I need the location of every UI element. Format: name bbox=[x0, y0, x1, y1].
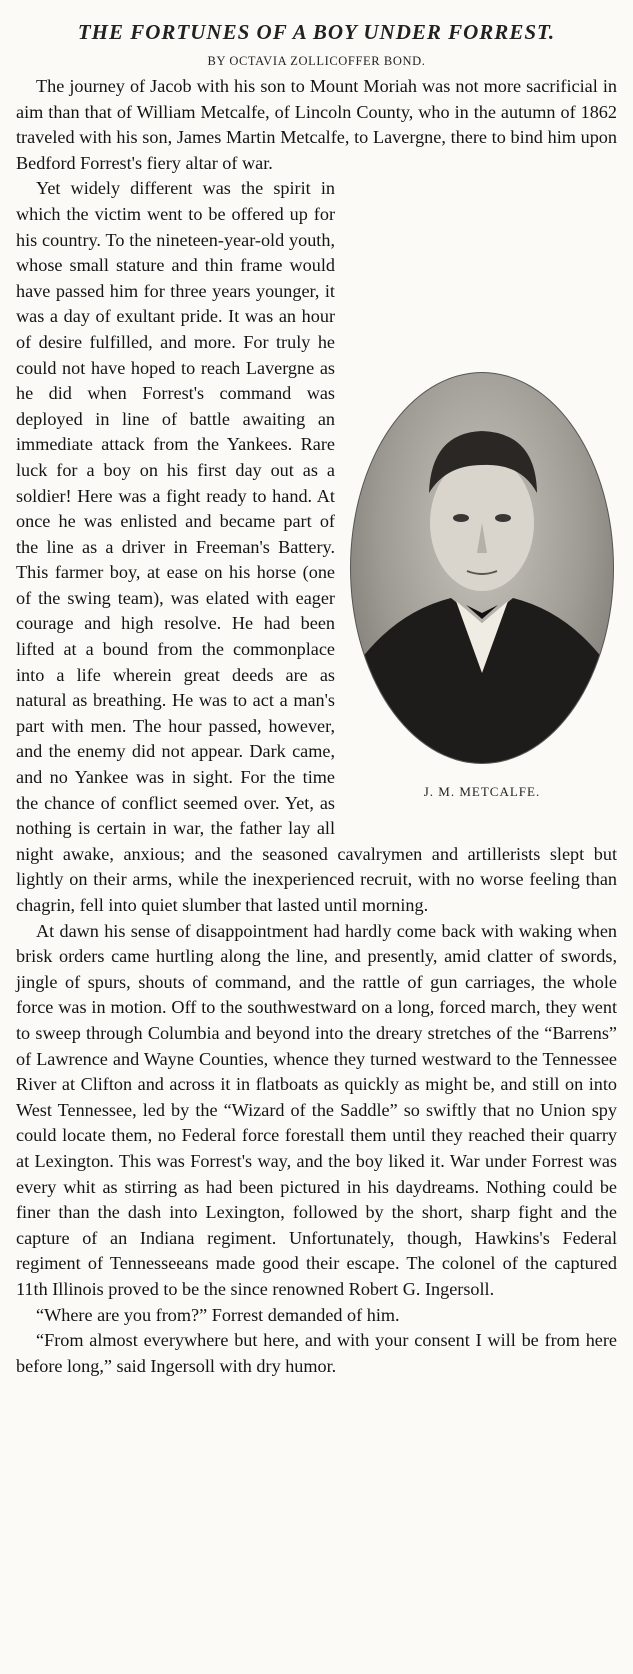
paragraph-2: Yet widely different was the spirit in which the victim went to be offered up for his country. To the nineteen-year-old youth, whose small stature and thin frame would have passed him for three years younger, it was a day of exultant pride. It was an hour of desire fulfilled, and more. For truly he could not have hoped to reach Lavergne as he did when Forrest's command was deployed in line of battle awaiting an immediate attack from the Yankees. Rare luck for a boy on his first day out as a soldier! Here was a fight ready to hand. At once he was enlisted and became part of the line as a driver in Freeman's Battery. This farmer boy, at ease on his horse (one of the swing team), was elated with eager courage and high resolve. He had been lifted at a bound from the commonplace into a life wherein great deeds are as natural as breathing. He was to act a man's part with men. The hour passed, however, and the enemy did not appear. Dark came, and no Yankee was in sight. For the time the chance of conflict seemed over. Yet, as nothing is certain in war, the father lay all night awake, anxious; and the seasoned cavalrymen and artillerists slept but lightly on their arms, while the inexperienced recruit, with no worse feeling than chagrin, fell into quiet slumber that lasted until morning. bbox=[16, 178, 617, 915]
paragraph-5: “From almost everywhere but here, and with your consent I will be from here before long,” said Ingersoll with dry humor. bbox=[16, 1330, 617, 1376]
article-byline: BY OCTAVIA ZOLLICOFFER BOND. bbox=[207, 54, 426, 68]
article-title: THE FORTUNES OF A BOY UNDER FORREST. bbox=[77, 20, 556, 44]
paragraph-4: “Where are you from?” Forrest demanded of him. bbox=[36, 1304, 400, 1325]
portrait-figure bbox=[347, 366, 617, 836]
portrait-photo bbox=[350, 372, 614, 764]
paragraph-3: At dawn his sense of disappointment had hardly come back with waking when brisk orders came hurtling along the line, and presently, amid clatter of swords, jingle of spurs, shouts of command, and the rattle of gun carriages, the whole force was in motion. Off to the southwestward on a long, forced march, they went to sweep through Columbia and beyond into the dreary stretches of the “Barrens” of Lawrence and Wayne Counties, whence they turned westward to the Tennessee River at Clifton and across it in flatboats as quickly as might be, and still on into West Tennessee, led by the “Wizard of the Saddle” so swiftly that no Union spy could locate them, no Federal force forestall them until they reached their quarry at Lexington. This was Forrest's way, and the boy liked it. War under Forrest was every whit as stirring as had been pictured in his daydreams. Nothing could be finer than the dash into Lexington, followed by the short, sharp fight and the capture of an Indiana regiment. Unfortunately, though, Hawkins's Federal regiment of Tennesseeans made good their escape. The colonel of the captured 11th Illinois proved to be the since renowned Robert G. Ingersoll. bbox=[16, 920, 617, 1299]
portrait-caption: J. M. METCALFE. bbox=[423, 784, 541, 800]
paragraph-1: The journey of Jacob with his son to Mount Moriah was not more sacrificial in aim than that of William Metcalfe, of Lincoln County, who in the autumn of 1862 traveled with his son, James Martin Metcalfe, to Lavergne, there to bind him upon Bedford Forrest's fiery altar of war. bbox=[16, 76, 617, 173]
portrait-illustration bbox=[351, 373, 613, 763]
